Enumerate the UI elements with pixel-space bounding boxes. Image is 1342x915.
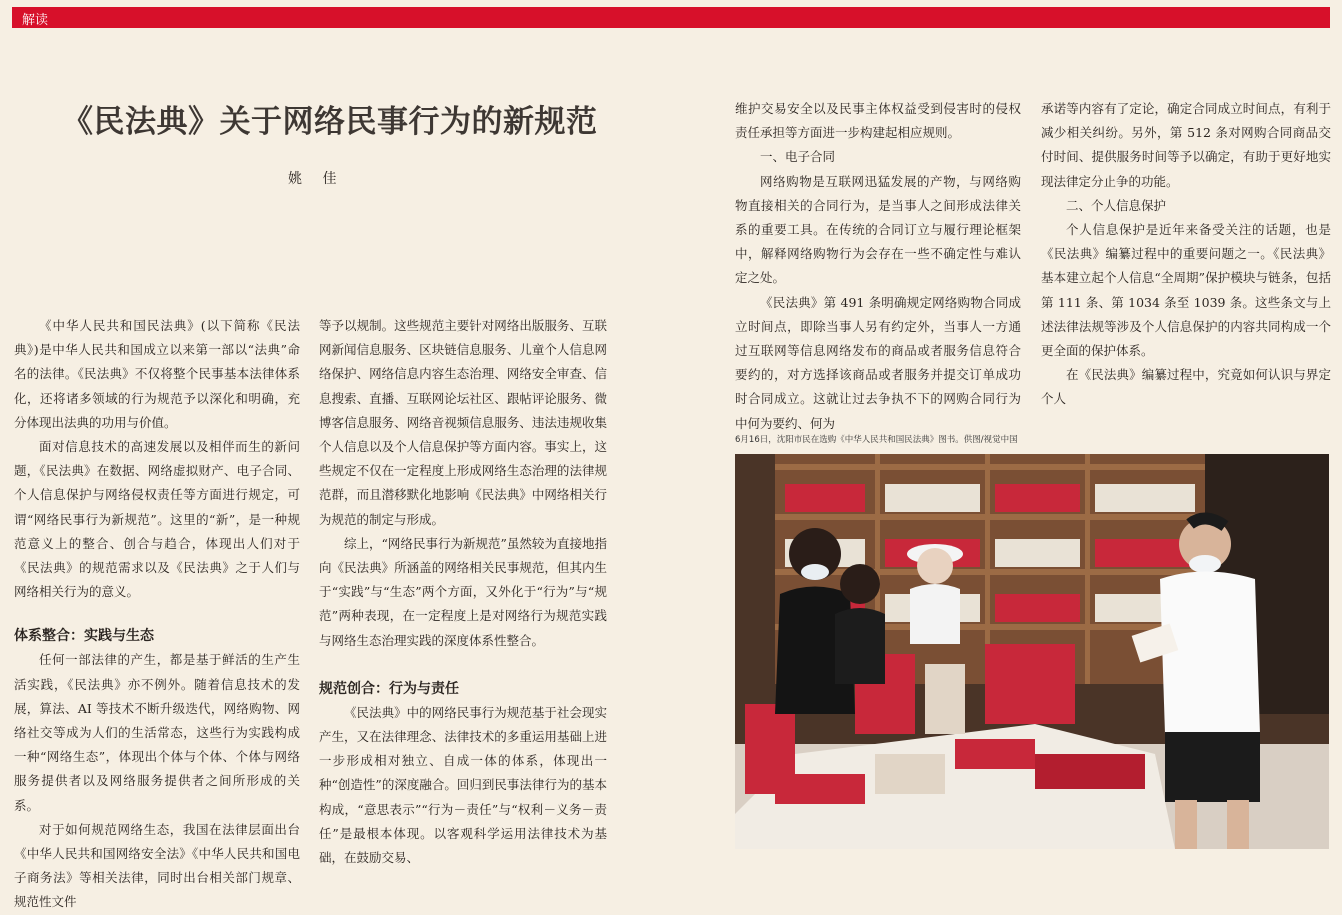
section-label: 解读 <box>22 13 49 28</box>
subheading: 一、电子合同 <box>760 149 836 165</box>
paragraph: 《民法典》中的网络民事行为规范基于社会现实产生，又在法律理念、法律技术的多重运用基础上进一步形成相对独立、自成一体的体系，体现出一种“创造性”的深度融合。回归到民事法律行为的基本构成，“意思表示”“行为－责任”与“权利－义务－责任”是最根本体现。以客观科学运用法律技术为基础，在鼓励交易、 <box>319 704 607 866</box>
section-bar <box>12 7 1330 28</box>
shopper-woman-hat <box>907 544 963 644</box>
bookstore-illustration <box>735 454 1329 849</box>
paragraph: 《中华人民共和国民法典》(以下简称《民法典》)是中华人民共和国成立以来第一部以“法典”命名的法律。《民法典》不仅将整个民事基本法律体系化，还将诸多领域的行为规范予以深化和明确，充分体现出法典的功用与价值。 <box>14 318 300 430</box>
photo-caption: 6月16日，沈阳市民在选购《中华人民共和国民法典》图书。供图/视觉中国 <box>735 435 1018 445</box>
column-3 <box>735 97 1021 436</box>
shopper-woman-center <box>835 564 885 684</box>
paragraph: 个人信息保护是近年来备受关注的话题，也是《民法典》编纂过程中的重要问题之一。《民法典》基本建立起个人信息“全周期”保护模块与链条，包括第 111 条、第 1034 条至 1039 条。这些条文与上述法律法规等涉及个人信息保护的内容共同构成一个更全面的保护体系。 <box>1041 222 1331 359</box>
column-1 <box>14 314 300 915</box>
paragraph: 等予以规制。这些规范主要针对网络出版服务、互联网新闻信息服务、区块链信息服务、儿童个人信息网络保护、网络信息内容生态治理、网络安全审查、信息搜索、直播、互联网论坛社区、跟帖评论服务、微博客信息服务、网络音视频信息服务、违法违规收集个人信息以及个人信息保护等方面内容。事实上，这些规定不仅在一定程度上形成网络生态治理的法律规范群，而且潜移默化地影响《民法典》中网络相关行为规范的制定与形成。 <box>319 318 607 527</box>
paragraph: 承诺等内容有了定论，确定合同成立时间点，有利于减少相关纠纷。另外，第 512 条对网购合同商品交付时间、提供服务时间等予以确定，有助于更好地实现法律定分止争的功能。 <box>1041 101 1331 189</box>
paragraph: 对于如何规范网络生态，我国在法律层面出台《中华人民共和国网络安全法》《中华人民共和国电子商务法》等相关法律，同时出台相关部门规章、规范性文件 <box>14 821 300 910</box>
section-heading: 体系整合：实践与生态 <box>14 628 154 645</box>
paragraph: 维护交易安全以及民事主体权益受到侵害时的侵权责任承担等方面进一步构建起相应规则。 <box>735 101 1021 141</box>
column-4 <box>1041 97 1331 412</box>
paragraph: 面对信息技术的高速发展以及相伴而生的新问题，《民法典》在数据、网络虚拟财产、电子合同、个人信息保护与网络侵权责任等方面进行规定，可谓“网络民事行为新规范”。这里的“新”，是一种规范意义上的整合、创合与趋合，体现出人们对于《民法典》的规范需求以及《民法典》之于人们与网络相关行为的意义。 <box>14 439 300 600</box>
paragraph: 任何一部法律的产生，都是基于鲜活的生产生活实践，《民法典》亦不例外。随着信息技术的发展，算法、AI 等技术不断升级迭代，网络购物、网络社交等成为人们的生活常态，这些行为实践构成一种“网络生态”，体现出个体与个体、个体与网络服务提供者以及网络服务提供者之间所形成的关系。 <box>14 652 300 813</box>
paragraph: 综上，“网络民事行为新规范”虽然较为直接地指向《民法典》所涵盖的网络相关民事规范，但其内生于“实践”与“生态”两个方面，又外化于“行为”与“规范”两种表现，在一定程度上是对网络行为规范实践与网络生态治理实践的深度体系性整合。 <box>319 535 607 648</box>
subheading: 二、个人信息保护 <box>1066 197 1167 213</box>
article-title: 《民法典》关于网络民事行为的新规范 <box>62 104 598 140</box>
column-2 <box>319 314 607 870</box>
section-heading: 规范创合：行为与责任 <box>319 680 459 697</box>
author-name: 姚 佳 <box>288 171 345 187</box>
paragraph: 网络购物是互联网迅猛发展的产物，与网络购物直接相关的合同行为，是当事人之间形成法律关系的重要工具。在传统的合同订立与履行理论框架中，解释网络购物行为会存在一些不确定性与难认定之处。 <box>735 173 1021 286</box>
paragraph: 《民法典》第 491 条明确规定网络购物合同成立时间点，即除当事人另有约定外，当事人一方通过互联网等信息网络发布的商品或者服务信息符合要约的，对方选择该商品或者服务并提交订单成功时合同成立。这就让过去争执不下的网购合同行为中何为要约、何为 <box>735 294 1021 431</box>
paragraph: 在《民法典》编纂过程中，究竟如何认识与界定个人 <box>1041 367 1331 407</box>
bookstore-photo <box>735 454 1329 849</box>
